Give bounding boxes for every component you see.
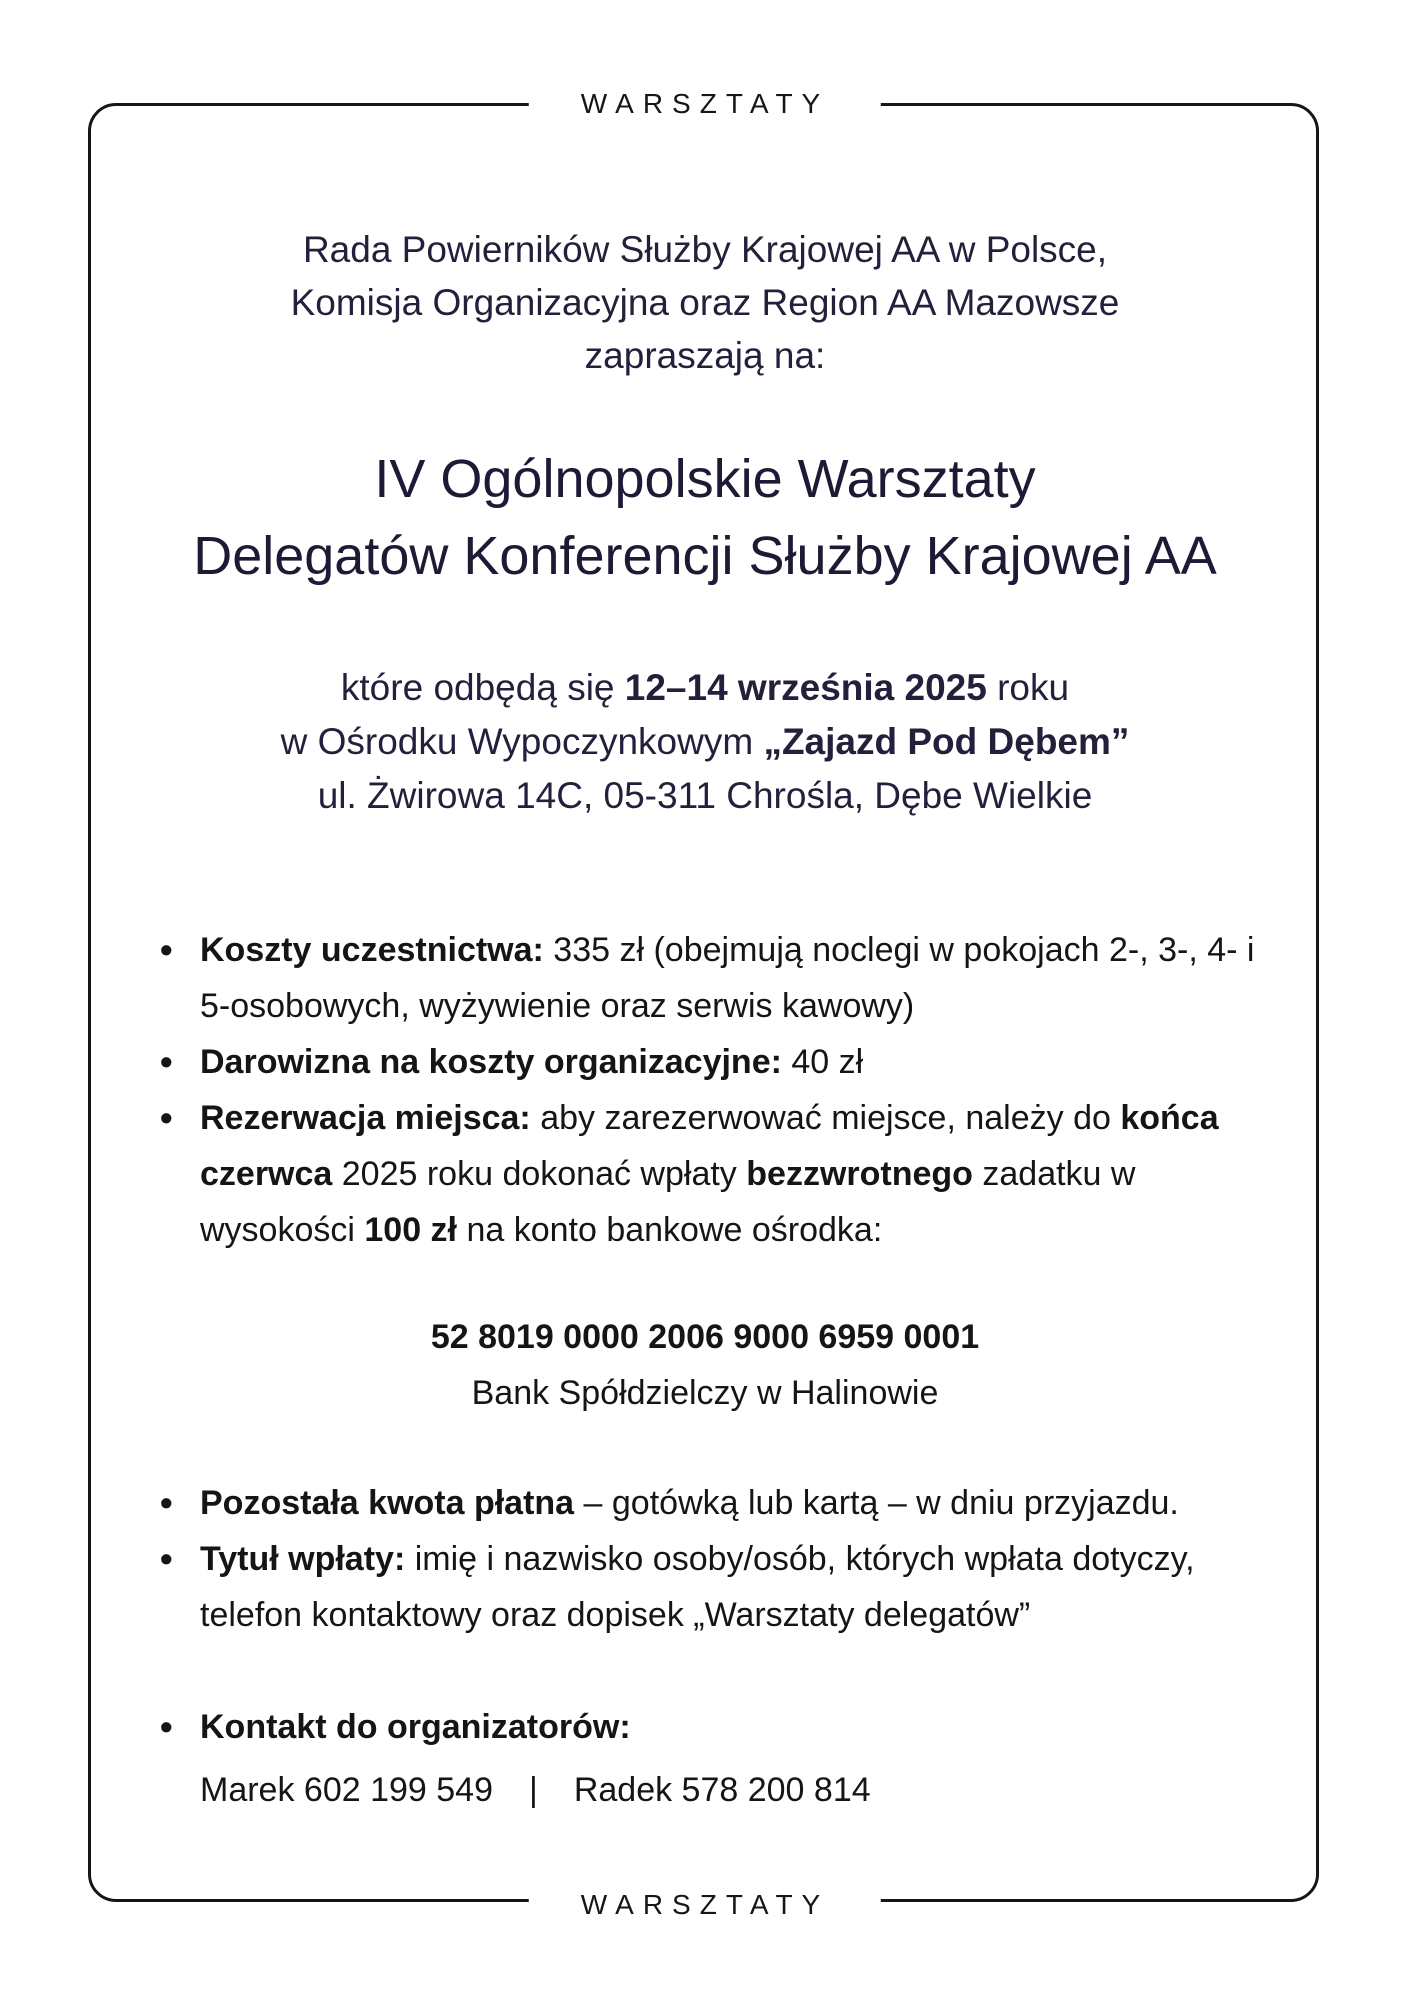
intro-line-3: zapraszają na:	[584, 335, 826, 376]
bank-details	[110, 1309, 1300, 1421]
event-date-line: które odbędą się 12–14 września 2025 roku	[340, 667, 1070, 708]
payment-list	[160, 1475, 1290, 1643]
header-label: WARSZTATY	[529, 88, 881, 120]
list-item-remaining-amount: • Pozostała kwota płatna – gotówką lub kartą – w dniu przyjazdu.	[160, 1475, 1290, 1531]
list-item-donation: • Darowizna na koszty organizacyjne: 40 zł	[160, 1034, 1290, 1090]
venue-name: „Zajazd Pod Dębem”	[763, 721, 1130, 762]
event-details	[110, 661, 1300, 823]
event-date: 12–14 września 2025	[624, 667, 987, 708]
contact-section	[160, 1699, 1290, 1755]
intro-line-1: Rada Powierników Służby Krajowej AA w Polsce,	[302, 229, 1108, 270]
contact-heading: • Kontakt do organizatorów:	[160, 1699, 1290, 1755]
bank-account-number: 52 8019 0000 2006 9000 6959 0001	[430, 1318, 980, 1356]
bank-name: Bank Spółdzielczy w Halinowie	[471, 1374, 939, 1412]
contact-separator: |	[528, 1771, 538, 1809]
event-address-line: ul. Żwirowa 14C, 05-311 Chrośla, Dębe Wielkie	[317, 775, 1093, 816]
title-line-2: Delegatów Konferencji Służby Krajowej AA	[193, 526, 1217, 586]
intro-line-2: Komisja Organizacyjna oraz Region AA Mazowsze	[290, 282, 1120, 323]
footer-label: WARSZTATY	[529, 1889, 881, 1921]
list-item-payment-title: • Tytuł wpłaty: imię i nazwisko osoby/osób, których wpłata dotyczy, telefon kontaktowy oraz dopisek „Warsztaty delegatów”	[160, 1531, 1290, 1643]
contact-person-2: Radek 578 200 814	[573, 1771, 871, 1809]
intro-block	[110, 223, 1300, 382]
contact-person-1: Marek 602 199 549	[200, 1771, 493, 1809]
event-venue-line: w Ośrodku Wypoczynkowym „Zajazd Pod Dębem”	[280, 721, 1130, 762]
list-item-costs: • Koszty uczestnictwa: 335 zł (obejmują noclegi w pokojach 2-, 3-, 4- i 5-osobowych, wyżywienie oraz serwis kawowy)	[160, 922, 1290, 1034]
page-title	[110, 441, 1300, 595]
title-line-1: IV Ogólnopolskie Warsztaty	[374, 449, 1036, 509]
costs-list	[160, 922, 1290, 1258]
contact-line	[160, 1759, 1290, 1818]
list-item-reservation: • Rezerwacja miejsca: aby zarezerwować miejsce, należy do końca czerwca 2025 roku dokonać wpłaty bezzwrotnego zadatku w wysokości 100 zł na konto bankowe ośrodka:	[160, 1090, 1290, 1258]
